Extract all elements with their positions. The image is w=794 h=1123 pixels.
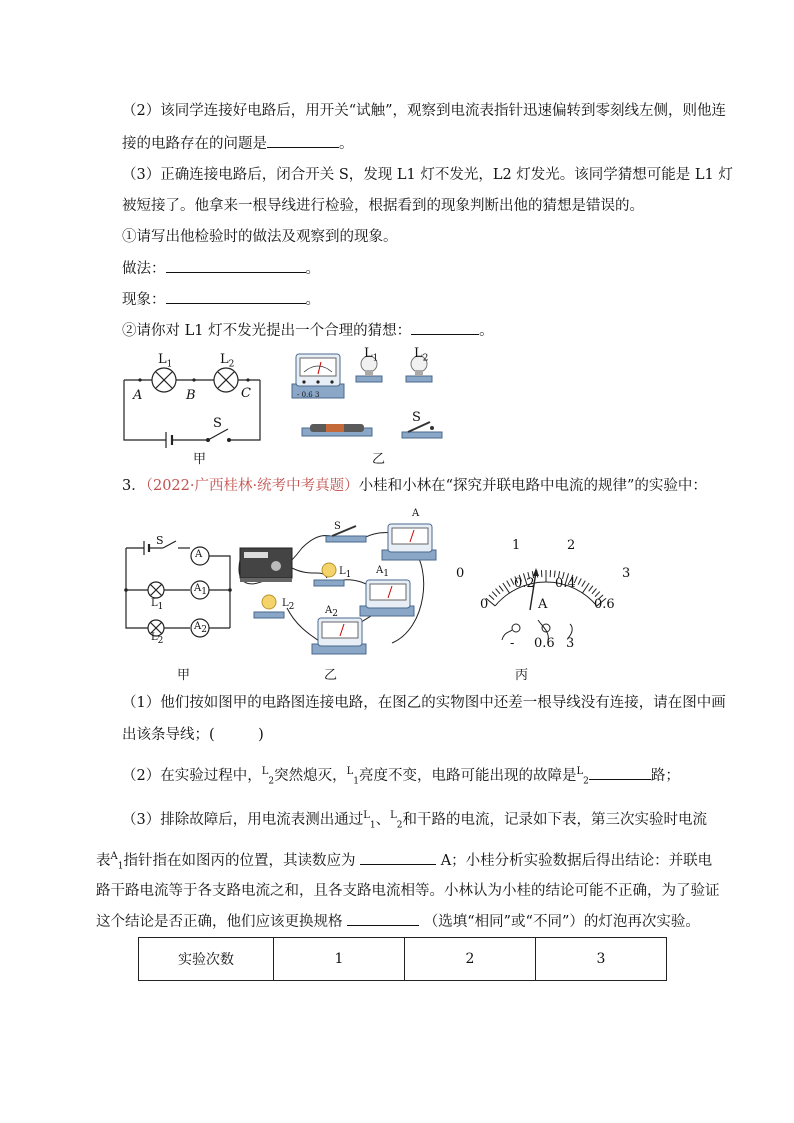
dial-bottom-0-2: 0.2 xyxy=(514,576,535,591)
fig2-jia-a2: A2 xyxy=(194,621,207,635)
dial-unit: A xyxy=(538,597,548,612)
q3-part2-line: （2）在实验过程中，$^L_2$突然熄灭，$^L_1$亮度不变，电路可能出现的故障是$^L_2$ 路； xyxy=(122,766,680,787)
answer-blank-fault[interactable] xyxy=(589,765,651,780)
phenomenon-line: 现象： 。 xyxy=(122,289,320,310)
q3-source: （2022·广西桂林·统考中考真题） xyxy=(145,478,359,494)
ammeter-a1-icon xyxy=(360,580,414,616)
q3-heading: 3．（2022·广西桂林·统考中考真题）小桂和小林在“探究并联电路中电流的规律”的实验中： xyxy=(122,478,707,494)
q3-part3-line4: 这个结论是否正确，他们应该更换规格 （选填“相同”或“不同”）的灯泡再次实验。 xyxy=(96,911,700,932)
dial-tick xyxy=(492,592,497,597)
dial-bottom-0-4: 0.4 xyxy=(555,576,576,591)
answer-blank-phenomenon[interactable] xyxy=(166,289,306,304)
yi-label-l1: $L_1$ xyxy=(364,346,379,364)
dial-top-1: 1 xyxy=(512,538,521,553)
caption-jia-1: 甲 xyxy=(193,452,207,467)
table-header-cell: 实验次数 xyxy=(139,938,274,981)
fig2-yi-a: A xyxy=(412,508,420,519)
q2-part3-line1: （3）正确连接电路后，闭合开关 S，发现 L1 灯不发光，L2 灯发光。该同学猜想可能是 L1 灯 xyxy=(122,167,733,183)
label-l1: $L_1$ xyxy=(158,352,173,370)
dial-tick xyxy=(489,595,494,600)
table-header-cell: 2 xyxy=(405,938,536,981)
dial-top-2: 2 xyxy=(567,538,576,553)
parallel-circuit-diagram xyxy=(118,538,238,648)
terminal-3: 3 xyxy=(566,636,575,651)
experiment-table xyxy=(138,937,667,981)
yi-label-s: S xyxy=(412,410,421,425)
dial-bottom-0-6: 0.6 xyxy=(594,597,615,612)
q2-part3-sub1: ①请写出他检验时的做法及观察到的现象。 xyxy=(122,229,398,245)
yi-ammeter-scale: - 0.6 3 xyxy=(297,391,320,399)
caption-yi-1: 乙 xyxy=(372,452,386,467)
fig2-yi-a1: A1 xyxy=(376,565,389,579)
yi-label-l2: $L_2$ xyxy=(414,346,429,364)
fig2-yi-a2: A2 xyxy=(325,605,338,619)
caption-jia-2: 甲 xyxy=(177,668,191,683)
table-header-cell: 1 xyxy=(274,938,405,981)
fig2-jia-a: A xyxy=(195,549,203,560)
table-header-cell: 3 xyxy=(536,938,667,981)
answer-blank-problem[interactable] xyxy=(267,133,339,148)
dial-tick xyxy=(592,589,597,594)
terminal-0-6: 0.6 xyxy=(534,636,555,651)
fig2-yi-l1: L1 xyxy=(339,566,352,580)
fig2-yi-s: S xyxy=(334,521,341,532)
dial-tick xyxy=(578,578,581,584)
q2-part3-line2: 被短接了。他拿来一根导线进行检验，根据看到的现象判断出他的猜想是错误的。 xyxy=(122,198,644,214)
dial-tick xyxy=(582,581,586,587)
fig2-jia-s: S xyxy=(156,534,164,547)
ammeter-a-icon xyxy=(382,524,436,560)
fig2-yi-l2: L2 xyxy=(282,598,295,612)
terminal-minus: - xyxy=(510,636,515,651)
fig2-jia-a1: A1 xyxy=(194,583,207,597)
method-line: 做法： 。 xyxy=(122,258,320,279)
switch-icon-2 xyxy=(326,526,366,542)
switch-icon xyxy=(402,422,442,438)
answer-blank-method[interactable] xyxy=(166,258,306,273)
table-row xyxy=(139,938,667,981)
label-a: A xyxy=(133,388,143,403)
q3-part1-line1: （1）他们按如图甲的电路图连接电路，在图乙的实物图中还差一根导线没有连接，请在图中画 xyxy=(122,695,726,711)
label-c: C xyxy=(241,386,251,401)
q3-part3-line2: 表$^A_1$指针指在如图丙的位置，其读数应为 A；小桂分析实验数据后得出结论：并联电 xyxy=(96,851,713,872)
label-s: S xyxy=(213,416,222,431)
dial-tick xyxy=(595,592,600,597)
dial-tick xyxy=(496,589,501,594)
series-circuit-diagram xyxy=(118,345,268,465)
dial-top-3: 3 xyxy=(622,566,631,581)
label-b: B xyxy=(186,388,196,403)
dial-bottom-0: 0 xyxy=(480,597,489,612)
q2-part3-sub2: ②请你对 L1 灯不发光提出一个合理的猜想： 。 xyxy=(122,320,494,341)
bulb-l2-icon-2 xyxy=(254,595,284,618)
battery-icon xyxy=(302,424,372,436)
q3-part1-line2: 出该条导线；( ) xyxy=(122,727,264,743)
fig2-jia-l1: L1 xyxy=(151,598,164,612)
caption-bing: 丙 xyxy=(515,668,529,683)
answer-blank-guess[interactable] xyxy=(411,320,479,335)
label-l2: $L_2$ xyxy=(220,352,235,370)
q2-part2-line2: 接的电路存在的问题是 。 xyxy=(122,133,354,154)
answer-blank-reading[interactable] xyxy=(360,850,436,865)
ammeter-a2-icon xyxy=(312,618,366,654)
answer-blank-spec[interactable] xyxy=(347,911,419,926)
power-supply-icon xyxy=(240,548,292,582)
q2-part2-line1: （2）该同学连接好电路后，用开关“试触”，观察到电流表指针迅速偏转到零刻线左侧，则他连 xyxy=(122,103,727,119)
dial-tick xyxy=(589,586,593,592)
dial-tick xyxy=(499,586,503,592)
dial-top-0: 0 xyxy=(456,566,465,581)
q3-part3-line1: （3）排除故障后，用电流表测出通过$^L_1$、$^L_2$和干路的电流，记录如下表，第三次实验时电流 xyxy=(122,810,707,831)
fig2-jia-l2: L2 xyxy=(151,632,164,646)
caption-yi-2: 乙 xyxy=(324,668,338,683)
dial-tick xyxy=(507,581,511,587)
q3-part3-line3: 路干路电流等于各支路电流之和，且各支路电流相等。小林认为小桂的结论可能不正确，为了验证 xyxy=(96,883,720,899)
